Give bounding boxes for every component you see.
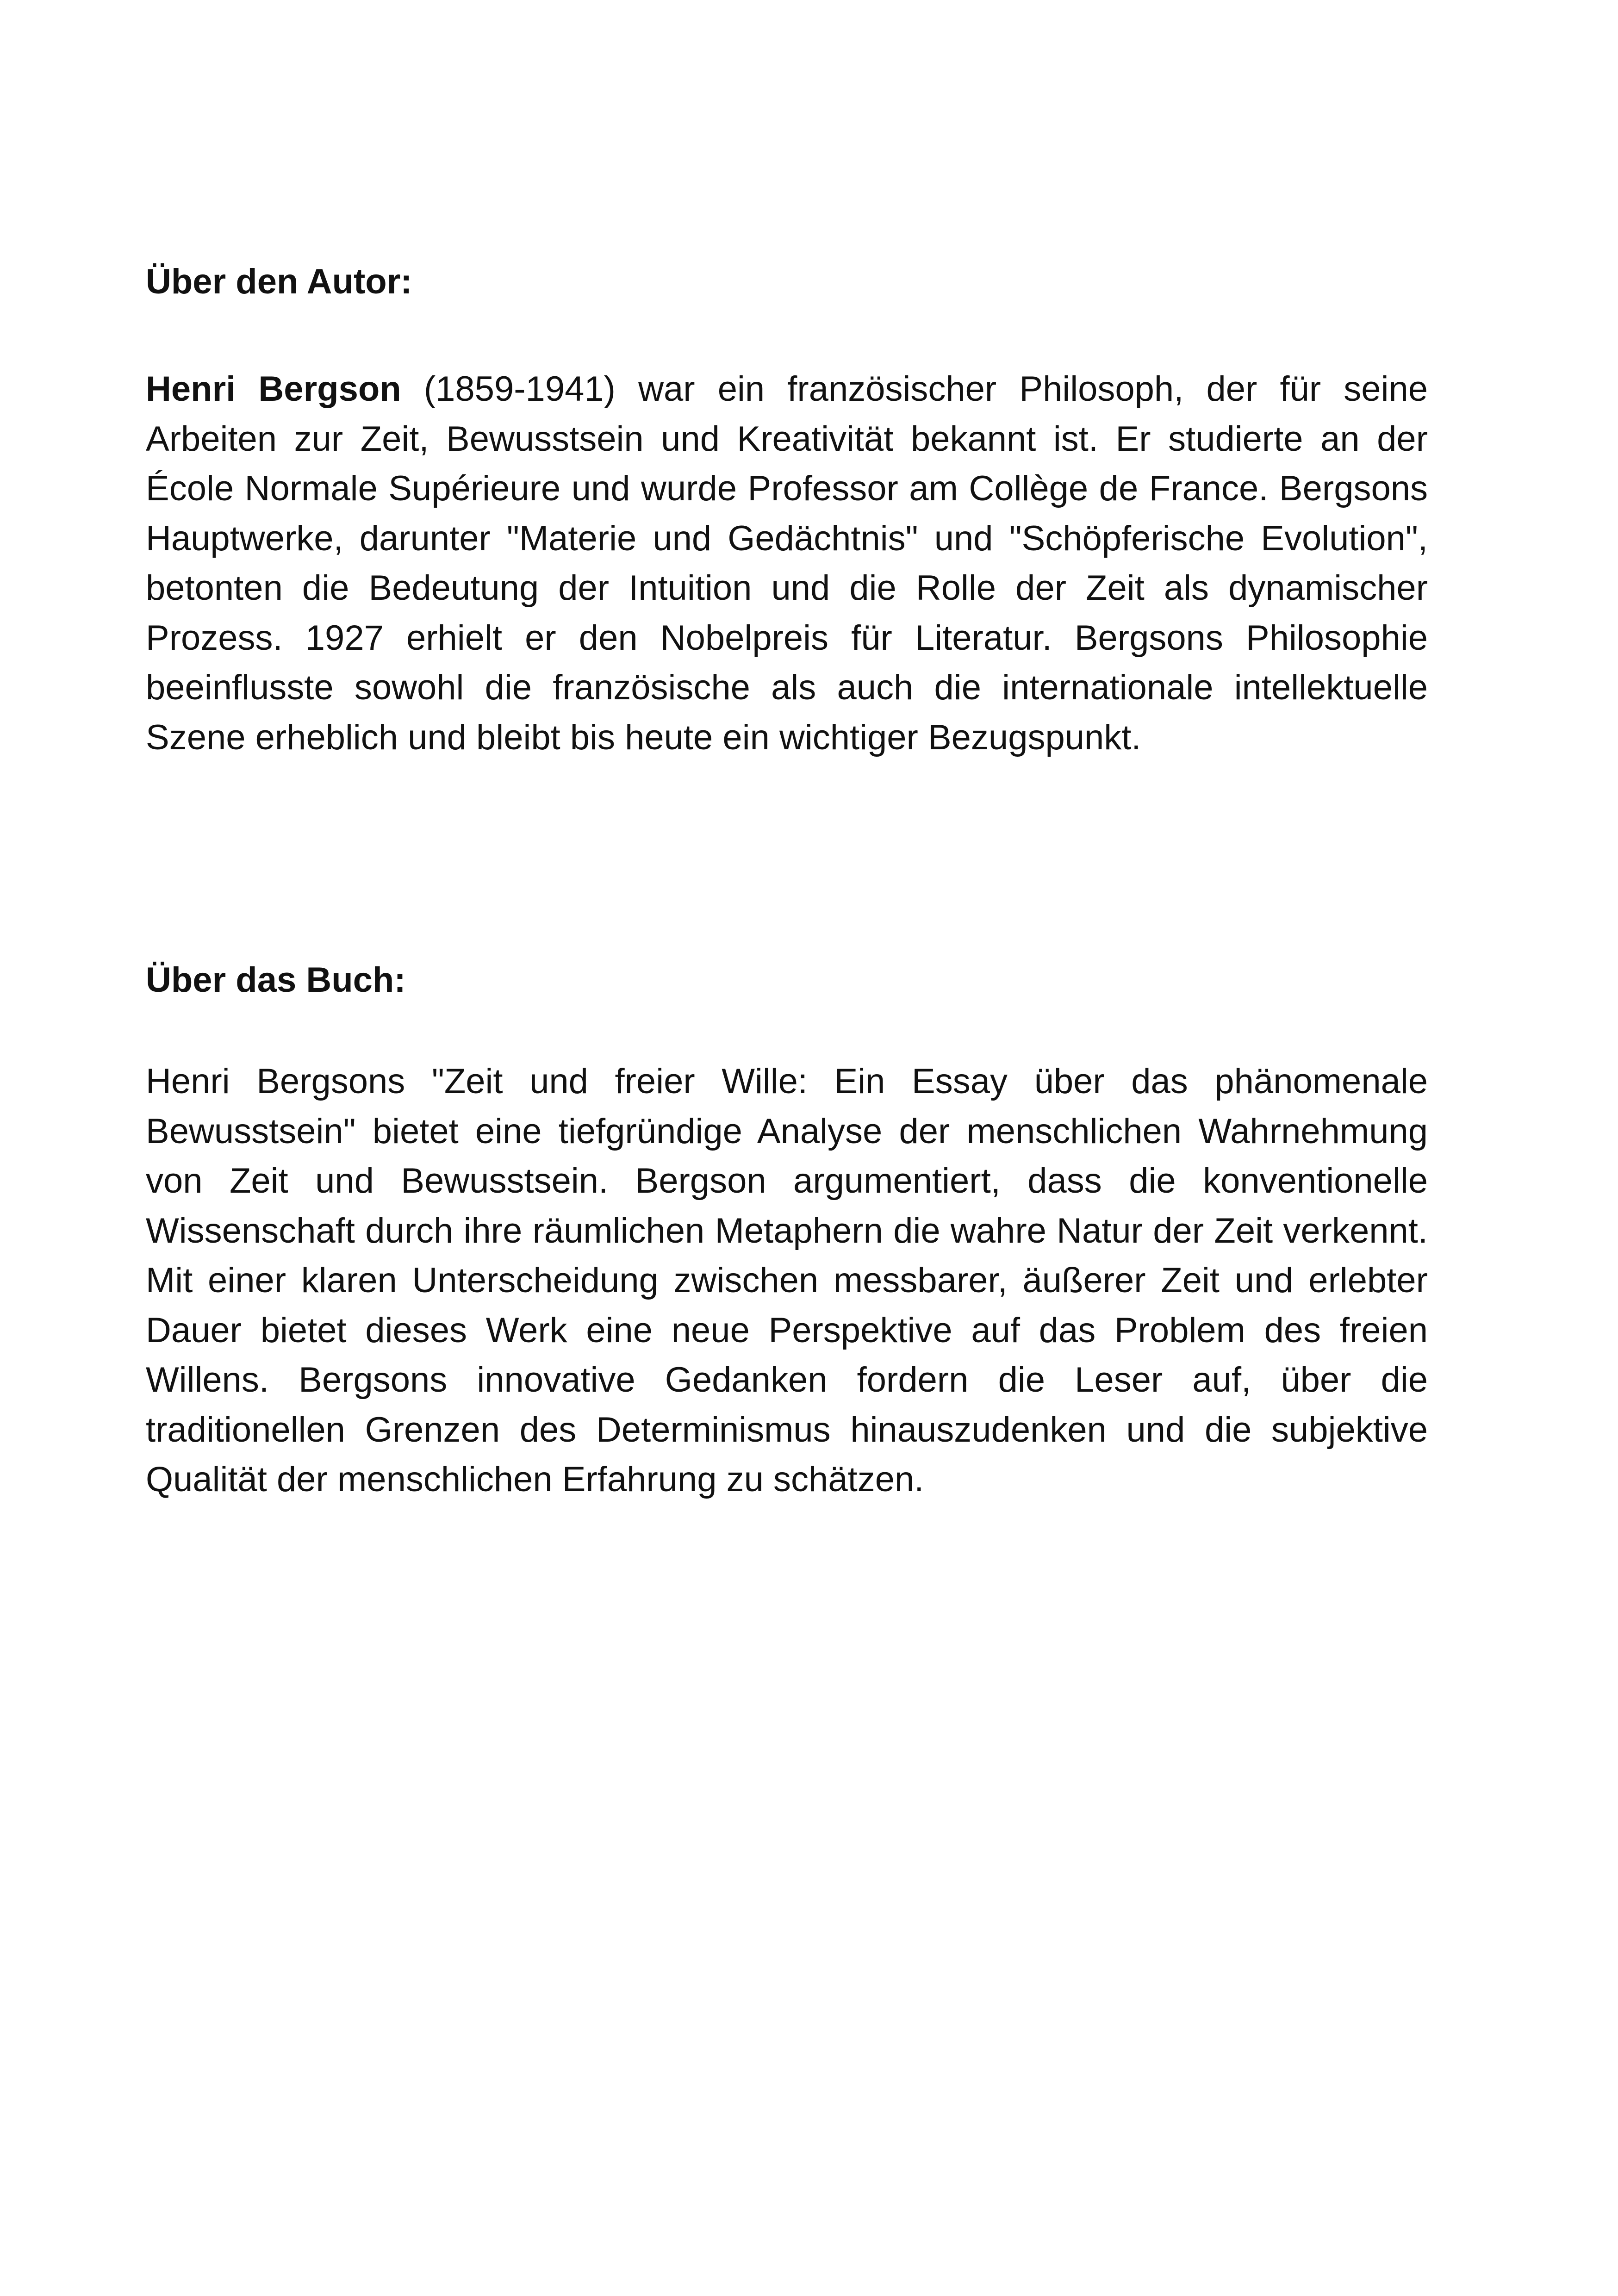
author-biography [146, 364, 1428, 762]
author-name: Henri Bergson [146, 369, 401, 409]
book-section-heading: Über das Buch: [146, 960, 406, 1000]
book-description: Henri Bergsons "Zeit und freier Wille: Ein Essay über das phänomenale Bewusstsein" bietet eine tiefgründige Analyse der menschlichen Wahrnehmung von Zeit und Bewusstsein. Bergson argumentiert, dass die konventionelle Wissenschaft durch ihre räumlichen Metaphern die wahre Natur der Zeit verkennt. Mit einer klaren Unterscheidung zwischen messbarer, äußerer Zeit und erlebter Dauer bietet dieses Werk eine neue Perspektive auf das Problem des freien Willens. Bergsons innovative Gedanken fordern die Leser auf, über die traditionellen Grenzen des Determinismus hinauszudenken und die subjektive Qualität der menschlichen Erfahrung zu schätzen. [146, 1062, 1428, 1499]
author-section-heading: Über den Autor: [146, 262, 412, 301]
author-biography-text: (1859-1941) war ein französischer Philosoph, der für seine Arbeiten zur Zeit, Bewusstsein und Kreativität bekannt ist. Er studierte an der École Normale Supérieure und wurde Professor am Collège de France. Bergsons Hauptwerke, darunter "Materie und Gedächtnis" und "Schöpferische Evolution", betonten die Bedeutung der Intuition und die Rolle der Zeit als dynamischer Prozess. 1927 erhielt er den Nobelpreis für Literatur. Bergsons Philosophie beeinflusste sowohl die französische als auch die internationale intellektuelle Szene erheblich und bleibt bis heute ein wichtiger Bezugspunkt. [146, 369, 1428, 757]
